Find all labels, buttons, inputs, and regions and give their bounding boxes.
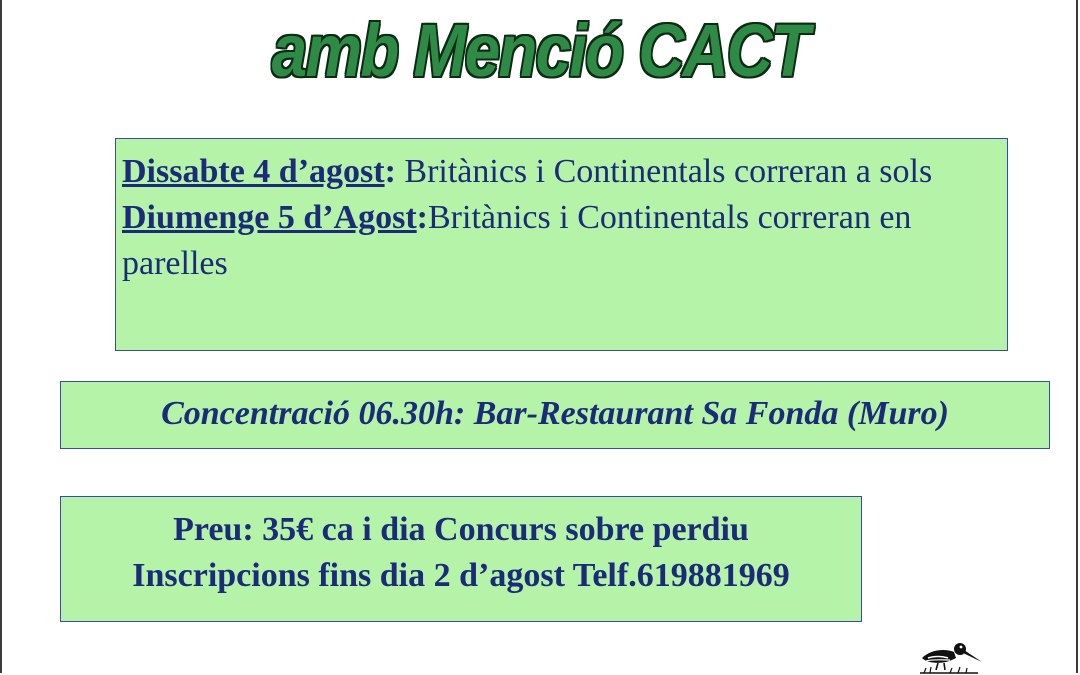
bird-logo-icon <box>914 632 984 675</box>
page-title: amb Menció CACT <box>271 9 809 92</box>
meeting-box <box>60 381 1050 449</box>
schedule-box <box>115 138 1008 351</box>
day-2-label: Diumenge 5 d’Agost <box>122 199 417 236</box>
day-1-text: Britànics i Continentals correran a sols <box>395 153 933 190</box>
schedule-day-2 <box>122 195 1001 287</box>
price-line: Preu: 35€ ca i dia Concurs sobre perdiu <box>173 511 749 548</box>
schedule-day-1 <box>122 149 1001 195</box>
price-box <box>60 496 862 622</box>
day-1-separator: : <box>384 153 396 190</box>
day-1-label: Dissabte 4 d’agost <box>122 153 385 190</box>
meeting-text: Concentració 06.30h: Bar-Restaurant Sa Fonda (Muro) <box>161 395 949 432</box>
day-2-text: Britànics i Continentals correran en parelles <box>122 199 912 282</box>
day-2-separator: : <box>416 199 428 236</box>
registration-line: Inscripcions fins dia 2 d’agost Telf.619881969 <box>132 557 790 594</box>
